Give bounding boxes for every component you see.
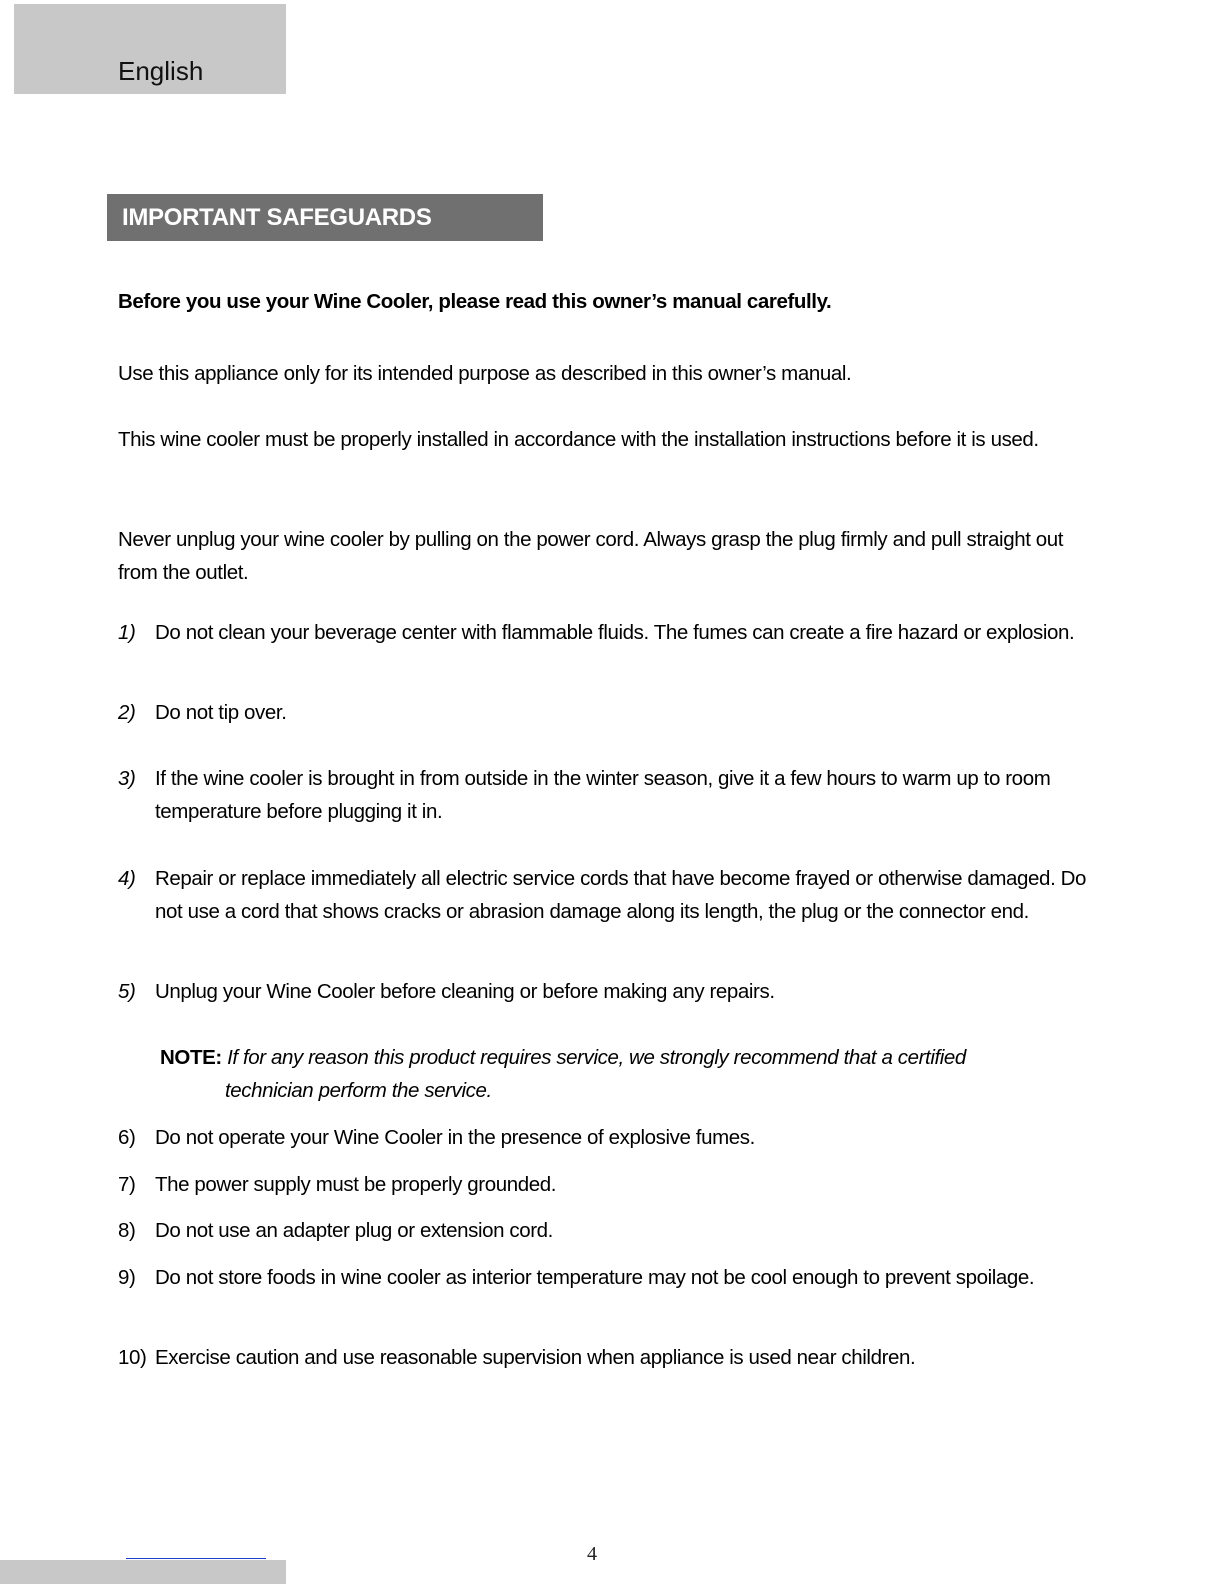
list-item-number: 10) bbox=[118, 1346, 147, 1369]
note-label: NOTE: bbox=[160, 1046, 222, 1069]
page-number: 4 bbox=[587, 1543, 597, 1565]
list-item-text: Do not operate your Wine Cooler in the presence of explosive fumes. bbox=[155, 1126, 755, 1149]
list-item-text: Do not use an adapter plug or extension cord. bbox=[155, 1219, 553, 1242]
list-item-number: 1) bbox=[118, 621, 136, 644]
footer-link-underline bbox=[126, 1558, 266, 1559]
list-item-number: 9) bbox=[118, 1266, 136, 1289]
paragraph-purpose: Use this appliance only for its intended purpose as described in this owner’s manual. bbox=[118, 362, 852, 385]
list-item-text: The power supply must be properly grounded. bbox=[155, 1173, 557, 1196]
list-item bbox=[118, 762, 1103, 828]
list-item bbox=[118, 1341, 1103, 1374]
list-item-number: 3) bbox=[118, 767, 136, 790]
note-text-line1: If for any reason this product requires service, we strongly recommend that a certified bbox=[227, 1046, 966, 1069]
paragraph-installation: This wine cooler must be properly installed in accordance with the installation instructions before it is used. bbox=[118, 428, 1039, 451]
list-item-text: Unplug your Wine Cooler before cleaning or before making any repairs. bbox=[155, 980, 775, 1003]
list-item-text: Exercise caution and use reasonable supervision when appliance is used near children. bbox=[155, 1346, 916, 1369]
list-item bbox=[118, 1261, 1103, 1294]
section-header bbox=[107, 194, 543, 241]
list-item-text: Repair or replace immediately all electric service cords that have become frayed or otherwise damaged. Do not use a cord that shows cracks or abrasion damage along its length, the plug or the connector end. bbox=[155, 867, 1087, 923]
footer-bar bbox=[0, 1560, 286, 1584]
list-item-text: Do not store foods in wine cooler as interior temperature may not be cool enough to prevent spoilage. bbox=[155, 1266, 1035, 1289]
list-item-text: Do not clean your beverage center with flammable fluids. The fumes can create a fire hazard or explosion. bbox=[155, 621, 1075, 644]
list-item-number: 8) bbox=[118, 1219, 136, 1242]
list-item bbox=[118, 975, 1103, 1008]
note-block bbox=[160, 1041, 1090, 1107]
list-item-number: 7) bbox=[118, 1173, 136, 1196]
list-item-number: 2) bbox=[118, 701, 136, 724]
language-tab bbox=[14, 4, 286, 94]
section-title: IMPORTANT SAFEGUARDS bbox=[122, 204, 432, 231]
list-item bbox=[118, 1168, 1103, 1201]
list-item-number: 4) bbox=[118, 867, 136, 890]
list-item-number: 5) bbox=[118, 980, 136, 1003]
list-item-text: If the wine cooler is brought in from outside in the winter season, give it a few hours to warm up to room temperature before plugging it in. bbox=[155, 767, 1051, 823]
note-text-line2: technician perform the service. bbox=[225, 1079, 492, 1102]
list-item-text: Do not tip over. bbox=[155, 701, 287, 724]
language-label: English bbox=[118, 56, 204, 86]
paragraph-unplug: Never unplug your wine cooler by pulling on the power cord. Always grasp the plug firmly and pull straight out from the outlet. bbox=[118, 528, 1064, 584]
list-item bbox=[118, 696, 1103, 729]
intro-text: Before you use your Wine Cooler, please read this owner’s manual carefully. bbox=[118, 290, 832, 313]
list-item bbox=[118, 862, 1103, 928]
list-item bbox=[118, 616, 1103, 649]
list-item bbox=[118, 1214, 1103, 1247]
list-item bbox=[118, 1121, 1103, 1154]
list-item-number: 6) bbox=[118, 1126, 136, 1149]
